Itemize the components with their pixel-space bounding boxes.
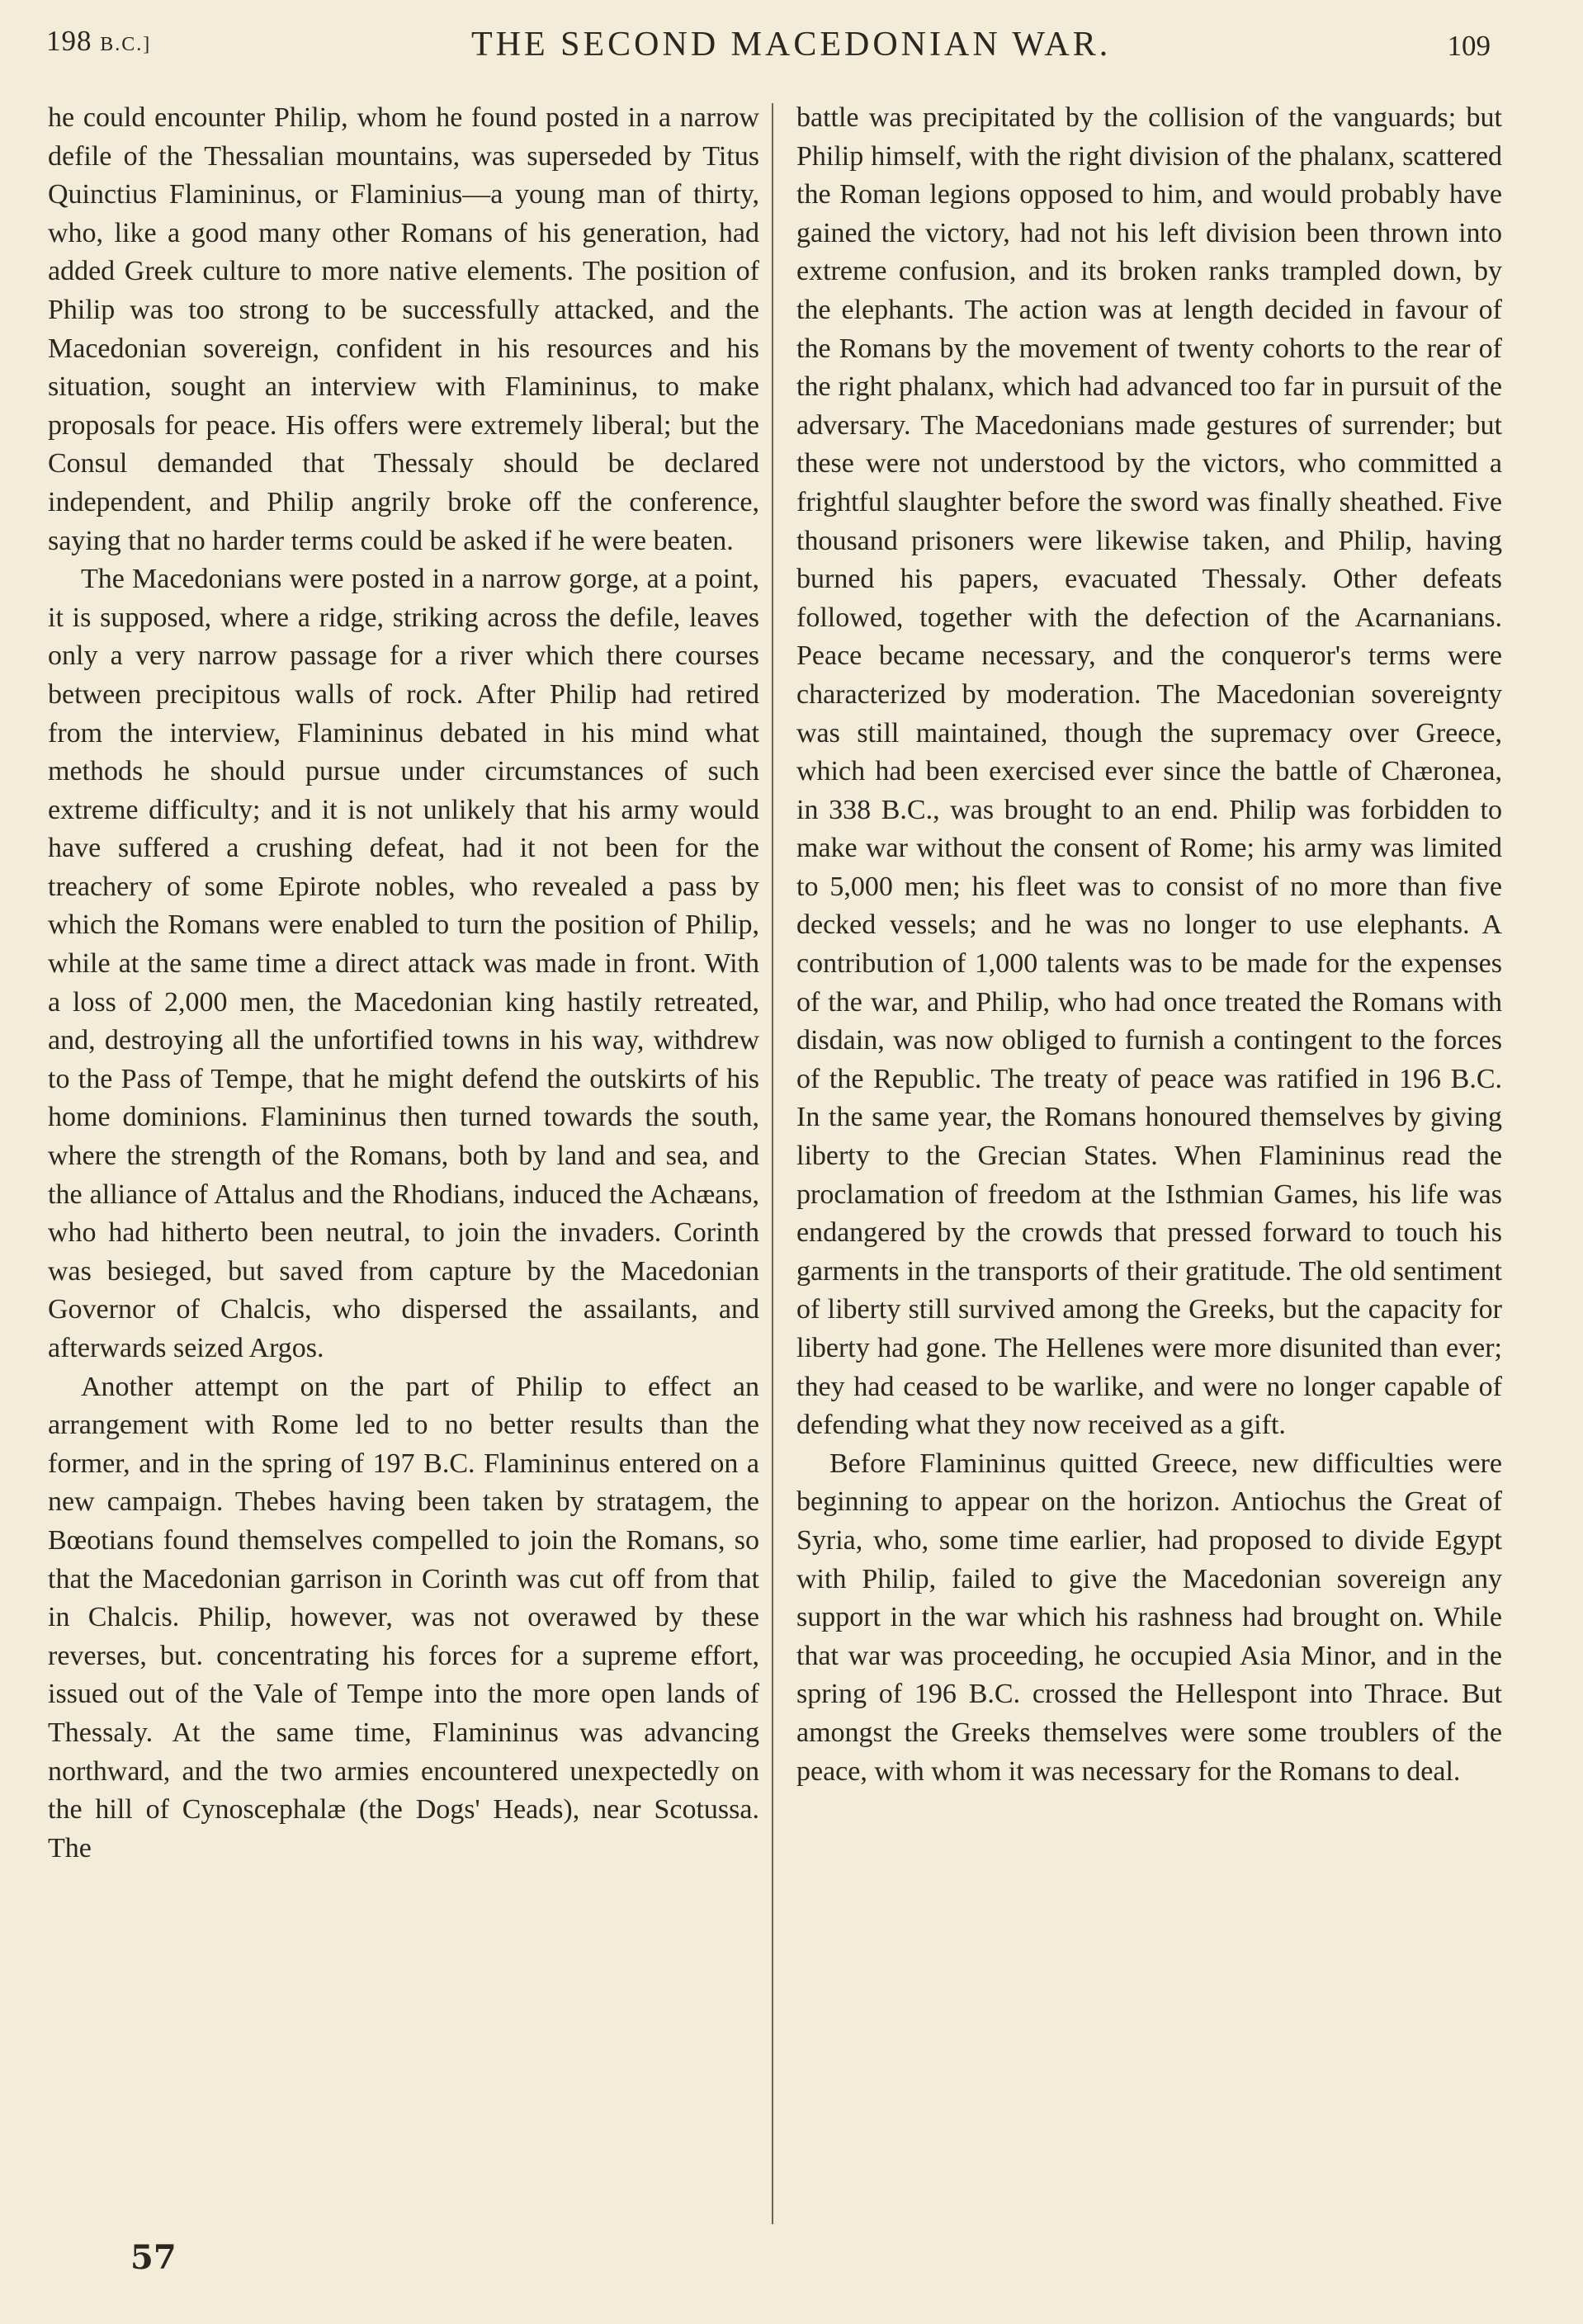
running-header: [46, 25, 1491, 74]
header-era: B.C.]: [100, 34, 152, 55]
paragraph: Before Flamininus quitted Greece, new difficulties were beginning to appear on the horizon. Antiochus the Great of Syria, who, some time earlier, had proposed to divide Egypt with Philip, failed to give the Macedonian sovereign any support in the war which his rashness had brought on. While that war was proceeding, he occupied Asia Minor, and in the spring of 196 B.C. crossed the Hellespont into Thrace. But amongst the Greeks themselves were some troublers of the peace, with whom it was necessary for the Romans to deal.: [796, 1448, 1502, 1787]
header-year: 198: [46, 25, 92, 57]
header-date: [46, 25, 151, 58]
paragraph: The Macedonians were posted in a narrow gorge, at a point, it is supposed, where a ridge, striking across the defile, leaves only a very narrow passage for a river which there courses between precipitous walls of rock. After Philip had retired from the interview, Flamininus debated in his mind what methods he should pursue under circumstances of such extreme difficulty; and it is not unlikely that his army would have suffered a crushing defeat, had it not been for the treachery of some Epirote nobles, who revealed a pass by which the Romans were enabled to turn the position of Philip, while at the same time a direct attack was made in front. With a loss of 2,000 men, the Macedonian king hastily retreated, and, destroying all the unfortified towns in his way, withdrew to the Pass of Tempe, that he might defend the outskirts of his home dominions. Flamininus then turned towards the south, where the strength of the Romans, both by land and sea, and the alliance of Attalus and the Rhodians, induced the Achæans, who had hitherto been neutral, to join the invaders. Corinth was besieged, but saved from capture by the Macedonian Governor of Chalcis, who dispersed the assailants, and afterwards seized Argos.: [48, 564, 759, 1363]
paragraph: battle was precipitated by the collision of the vanguards; but Philip himself, with the right division of the phalanx, scattered the Roman legions opposed to him, and would probably have gained the victory, had not his left division been thrown into extreme confusion, and its broken ranks trampled down, by the elephants. The action was at length decided in favour of the Romans by the movement of twenty cohorts to the rear of the right phalanx, which had advanced too far in pursuit of the adversary. The Macedonians made gestures of surrender; but these were not understood by the victors, who committed a frightful slaughter before the sword was finally sheathed. Five thousand prisoners were likewise taken, and Philip, having burned his papers, evacuated Thessaly. Other defeats followed, together with the defection of the Acarnanians. Peace became necessary, and the conqueror's terms were characterized by moderation. The Macedonian sovereignty was still maintained, though the supremacy over Greece, which had been exercised ever since the battle of Chæronea, in 338 B.C., was brought to an end. Philip was forbidden to make war without the consent of Rome; his army was limited to 5,000 men; his fleet was to consist of no more than five decked vessels; and he was no longer to use elephants. A contribution of 1,000 talents was to be made for the expenses of the war, and Philip, who had once treated the Romans with disdain, was now obliged to furnish a contingent to the forces of the Republic. The treaty of peace was ratified in 196 B.C. In the same year, the Romans honoured themselves by giving liberty to the Grecian States. When Flamininus read the proclamation of freedom at the Isthmian Games, his life was endangered by the crowds that pressed forward to touch his garments in the transports of their gratitude. The old sentiment of liberty still survived among the Greeks, but the capacity for liberty had gone. The Hellenes were more disunited than ever; they had ceased to be warlike, and were no longer capable of defending what they now received as a gift.: [796, 102, 1502, 1441]
signature-mark: 57: [130, 2238, 177, 2277]
right-column: [796, 99, 1502, 1791]
page-number: 109: [1447, 30, 1491, 62]
left-column: [48, 99, 759, 1868]
paragraph: he could encounter Philip, whom he found posted in a narrow defile of the Thessalian mountains, was superseded by Titus Quinctius Flamininus, or Flaminius—a young man of thirty, who, like a good many other Romans of his generation, had added Greek culture to more native elements. The position of Philip was too strong to be successfully attacked, and the Macedonian sovereign, confident in his resources and his situation, sought an interview with Flamininus, to make proposals for peace. His offers were extremely liberal; but the Consul demanded that Thessaly should be declared independent, and Philip angrily broke off the conference, saying that no harder terms could be asked if he were beaten.: [48, 102, 759, 556]
paragraph: Another attempt on the part of Philip to effect an arrangement with Rome led to no better results than the former, and in the spring of 197 B.C. Flamininus entered on a new campaign. Thebes having been taken by stratagem, the Bœotians found themselves compelled to join the Romans, so that the Macedonian garrison in Corinth was cut off from that in Chalcis. Philip, however, was not overawed by these reverses, but. concentrating his forces for a supreme effort, issued out of the Vale of Tempe into the more open lands of Thessaly. At the same time, Flamininus was advancing northward, and the two armies encountered unexpectedly on the hill of Cynoscephalæ (the Dogs' Heads), near Scotussa. The: [48, 1371, 759, 1863]
chapter-title: THE SECOND MACEDONIAN WAR.: [471, 26, 1112, 64]
column-divider: [772, 103, 773, 2224]
